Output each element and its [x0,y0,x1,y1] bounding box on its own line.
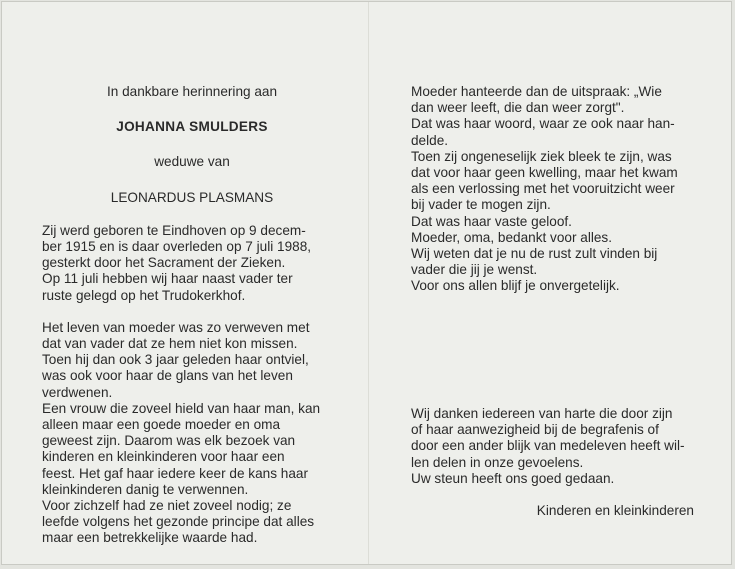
text-line: alleen maar een goede moeder en oma [42,417,281,433]
text-line: kleinkinderen danig te verwennen. [42,481,249,497]
text-line: Uw steun heeft ons goed gedaan. [411,470,615,486]
memorial-card [1,1,732,565]
text-line: als een verlossing met het vooruitzicht weer [411,181,675,197]
text-line: len delen in onze gevoelens. [411,454,584,470]
text-line: Moeder hanteerde dan de uitspraak: „Wie [411,84,662,99]
text-line: maar een betrekkelijke waarde had. [42,530,258,546]
text-line: ber 1915 en is daar overleden op 7 juli 1988, [42,239,312,255]
text-line: Een vrouw die zoveel hield van haar man, kan [42,400,321,416]
thanks-paragraph [411,406,694,519]
text-line: Zij werd geboren te Eindhoven op 9 decem- [42,222,306,238]
text-line: kinderen en kleinkinderen voor haar een [42,449,285,465]
text-line: leefde volgens het gezonde principe dat alles [42,514,315,530]
fold-line [368,2,369,564]
text-line: Moeder, oma, bedankt voor alles. [411,229,612,245]
text-line: bij vader te mogen zijn. [411,197,551,213]
text-line: Dat was haar woord, waar ze ook naar han- [411,116,675,132]
text-line: dat voor haar geen kwelling, maar het kwam [411,165,678,181]
deceased-name: JOHANNA SMULDERS [116,119,268,135]
text-line: delde. [411,132,449,148]
text-line: Het leven van moeder was zo verweven met [42,319,310,335]
signature: Kinderen en kleinkinderen [536,503,694,519]
text-line: verdwenen. [42,384,113,400]
text-line: door een ander blijk van medeleven heeft wil- [411,438,685,454]
text-line: gesterkt door het Sacrament der Zieken. [42,255,286,271]
text-line: Voor zichzelf had ze niet zoveel nodig; ze [42,498,292,514]
text-line: geweest zijn. Daarom was elk bezoek van [42,433,296,449]
text-line: Wij danken iedereen van harte die door zijn [411,406,673,421]
text-line: vader die jij je wenst. [411,262,538,278]
left-panel [42,84,342,547]
life-paragraph [42,223,342,304]
tribute-paragraph [42,320,342,547]
text-line: Dat was haar vaste geloof. [411,213,572,229]
text-line: dat van vader dat ze hem niet kon missen. [42,336,298,352]
text-line: dan weer leeft, die dan weer zorgt". [411,100,625,116]
intro-line: In dankbare herinnering aan [106,84,278,99]
text-line: Voor ons allen blijf je onvergetelijk. [411,278,620,294]
text-line: of haar aanwezigheid bij de begrafenis of [411,422,659,438]
text-line: ruste gelegd op het Trudokerkhof. [42,287,246,303]
widow-of-line: weduwe van [154,154,230,170]
right-panel [411,84,694,295]
text-line: Op 11 juli hebben wij haar naast vader ter [42,271,293,287]
text-line: Toen hij dan ook 3 jaar geleden haar ontviel, [42,352,309,368]
text-line: Wij weten dat je nu de rust zult vinden bij [411,246,658,262]
husband-name: LEONARDUS PLASMANS [110,189,274,205]
text-line: Toen zij ongeneselijk ziek bleek te zijn, was [411,148,672,164]
text-line: was ook voor haar de glans van het leven [42,368,293,384]
text-line: feest. Het gaf haar iedere keer de kans haar [42,465,308,481]
